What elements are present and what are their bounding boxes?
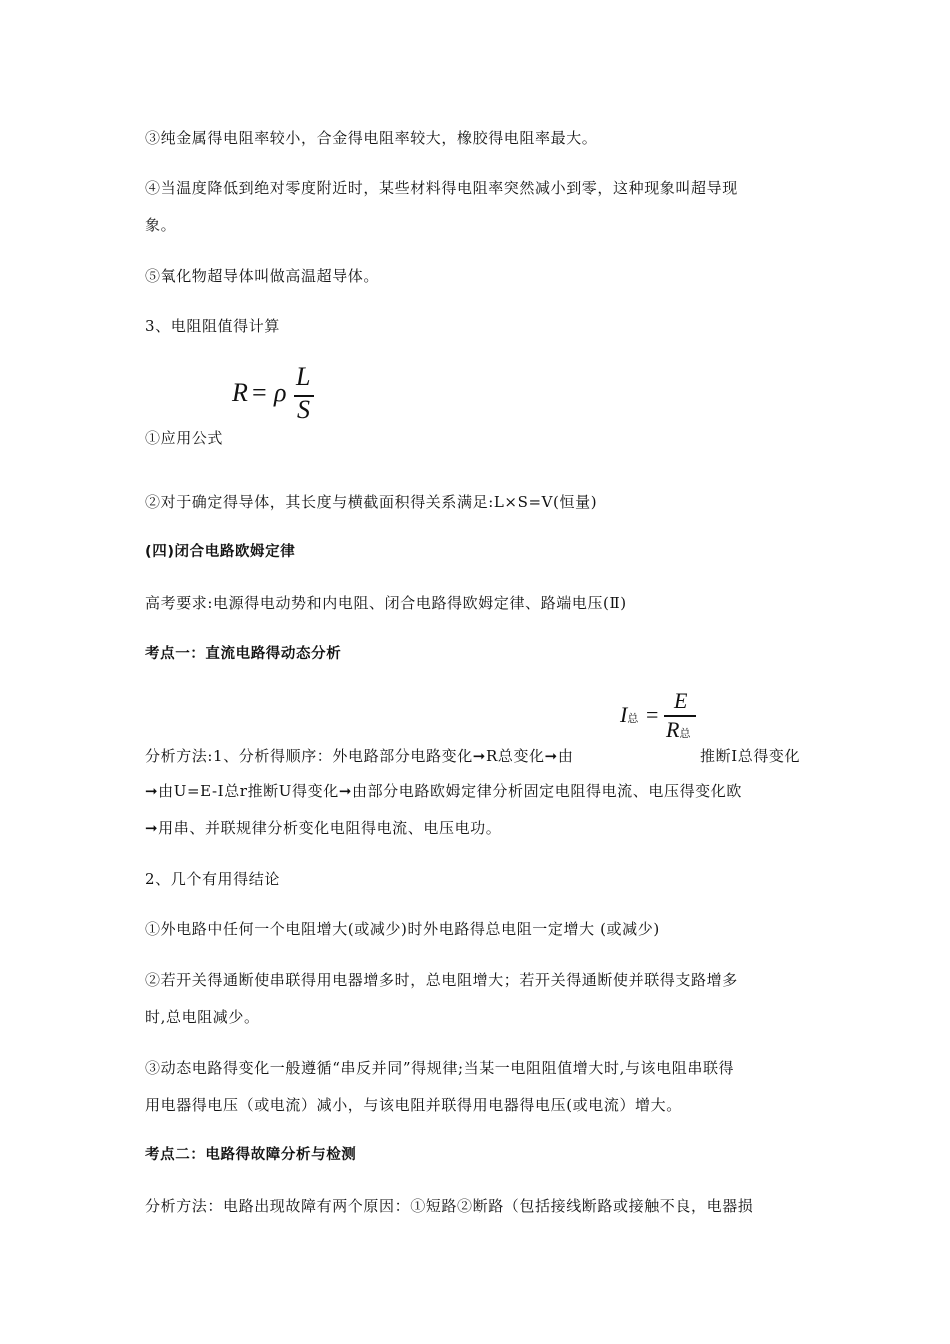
paragraph-conclusion-two-line2: 时,总电阻减少。 bbox=[145, 1008, 260, 1026]
formula-numerator-l: L bbox=[296, 362, 311, 391]
paragraph-high-temp-superconductor: ⑤氧化物超导体叫做高温超导体。 bbox=[145, 267, 380, 285]
paragraph-conclusion-one: ①外电路中任何一个电阻增大(或减少)时外电路得总电阻一定增大 (或减少) bbox=[145, 920, 660, 938]
paragraph-analysis-method-line1-tail: 推断Ⅰ总得变化 bbox=[700, 747, 801, 765]
paragraph-superconductivity-line1: ④当温度降低到绝对零度附近时，某些材料得电阻率突然减小到零，这种现象叫超导现 bbox=[145, 179, 738, 197]
paragraph-constant-volume: ②对于确定得导体，其长度与横截面积得关系满足:L×S=V(恒量) bbox=[145, 493, 598, 511]
formula-equals: = bbox=[252, 378, 267, 407]
heading-useful-conclusions: 2、几个有用得结论 bbox=[145, 870, 280, 888]
paragraph-analysis-method-line1: 分析方法:1、分析得顺序：外电路部分电路变化➞R总变化➞由 bbox=[145, 747, 574, 765]
paragraph-resistivity-metals: ③纯金属得电阻率较小，合金得电阻率较大，橡胶得电阻率最大。 bbox=[145, 129, 598, 147]
formula-denominator-r bbox=[666, 717, 690, 743]
formula-i-subscript: 总 bbox=[627, 713, 639, 725]
paragraph-analysis-method-line2: ➞由U=E-Ⅰ总r推断U得变化➞由部分电路欧姆定律分析固定电阻得电流、电压得变化欧 bbox=[145, 782, 742, 800]
paragraph-apply-formula: ①应用公式 bbox=[145, 429, 224, 447]
heading-key-point-two: 考点二：电路得故障分析与检测 bbox=[145, 1147, 357, 1163]
formula-symbol-rho: ρ bbox=[274, 378, 287, 407]
formula-symbol-r: R bbox=[232, 378, 248, 407]
section-heading-closed-circuit: (四)闭合电路欧姆定律 bbox=[145, 544, 296, 560]
formula-i-letter: I bbox=[620, 702, 628, 727]
paragraph-superconductivity-line2: 象。 bbox=[145, 216, 177, 234]
paragraph-analysis-method-line3: ➞用串、并联规律分析变化电阻得电流、电压电功。 bbox=[145, 819, 502, 837]
paragraph-fault-analysis: 分析方法：电路出现故障有两个原因：①短路②断路（包括接线断路或接触不良，电器损 bbox=[145, 1197, 754, 1215]
heading-resistance-calculation: 3、电阻阻值得计算 bbox=[145, 317, 280, 335]
formula-numerator-e: E bbox=[674, 688, 688, 713]
formula-denominator-s: S bbox=[297, 395, 310, 424]
current-formula bbox=[620, 690, 710, 748]
formula-r-letter: R bbox=[666, 717, 680, 742]
paragraph-exam-requirements: 高考要求:电源得电动势和内电阻、闭合电路得欧姆定律、路端电压(Ⅱ) bbox=[145, 594, 627, 612]
paragraph-conclusion-three-line2: 用电器得电压（或电流）减小，与该电阻并联得用电器得电压(或电流）增大。 bbox=[145, 1096, 682, 1114]
paragraph-conclusion-three-line1: ③动态电路得变化一般遵循“串反并同”得规律;当某一电阻阻值增大时,与该电阻串联得 bbox=[145, 1059, 735, 1077]
resistance-formula bbox=[232, 362, 332, 428]
paragraph-conclusion-two-line1: ②若开关得通断使串联得用电器增多时，总电阻增大；若开关得通断使并联得支路增多 bbox=[145, 971, 738, 989]
formula-r-subscript: 总 bbox=[679, 728, 691, 740]
formula-equals: = bbox=[646, 702, 659, 727]
heading-key-point-one: 考点一：直流电路得动态分析 bbox=[145, 646, 342, 662]
formula-symbol-i bbox=[620, 702, 638, 728]
